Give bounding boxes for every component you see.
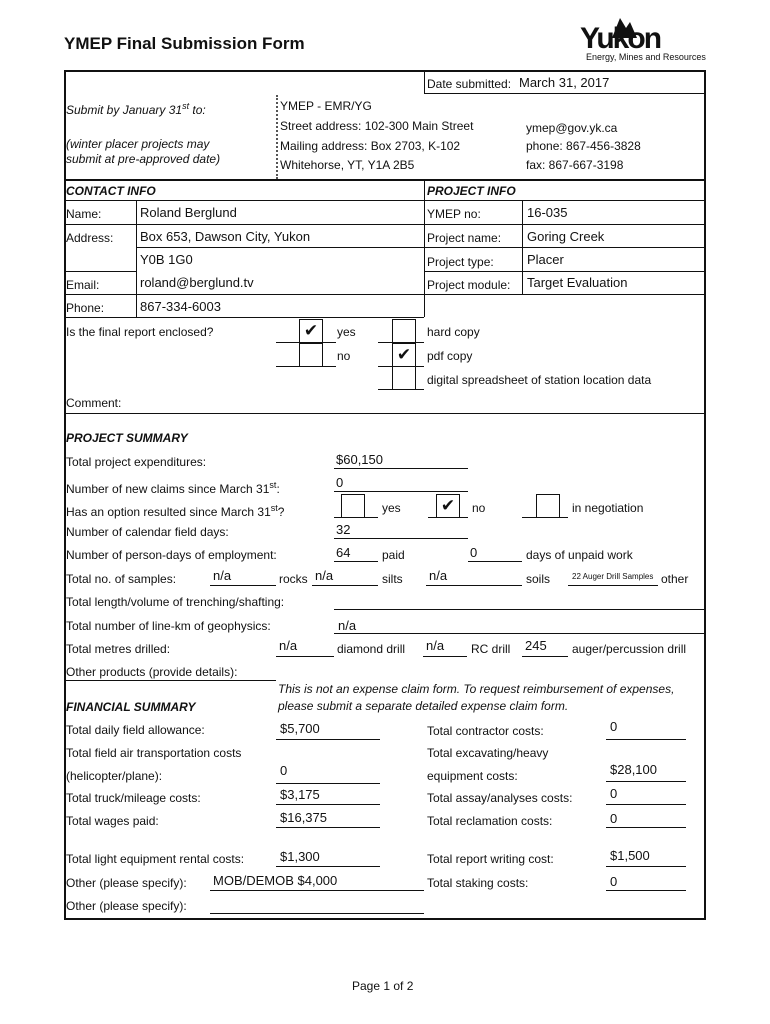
light-label: Total light equipment rental costs: [66, 852, 245, 866]
financial-heading: FINANCIAL SUMMARY [66, 700, 196, 714]
option-negotiation-label: in negotiation [572, 501, 644, 515]
contact-address-2[interactable]: Y0B 1G0 [140, 252, 193, 267]
submit-fax: fax: 867-667-3198 [526, 158, 624, 172]
geophysics-value[interactable]: n/a [338, 618, 357, 633]
project-module-label: Project module: [427, 278, 511, 292]
geophysics-label: Total number of line-km of geophysics: [66, 619, 271, 633]
winter-note-1: (winter placer projects may [66, 137, 210, 151]
submit-phone: phone: 867-456-3828 [526, 139, 641, 153]
wages-label: Total wages paid: [66, 814, 159, 828]
other1-label: Other (please specify): [66, 876, 187, 890]
daily-value[interactable]: $5,700 [280, 721, 320, 736]
other-samples-value[interactable]: 22 Auger Drill Samples [572, 572, 654, 581]
report-yes-checkbox[interactable]: ✔ [299, 319, 323, 343]
staking-label: Total staking costs: [427, 876, 529, 890]
expenditures-value[interactable]: $60,150 [336, 452, 383, 467]
summary-heading: PROJECT SUMMARY [66, 431, 188, 445]
rc-label: RC drill [471, 642, 511, 656]
winter-note-2: submit at pre-approved date) [66, 152, 221, 166]
submit-street: Street address: 102-300 Main Street [280, 119, 474, 133]
assay-value[interactable]: 0 [610, 786, 618, 801]
samples-label: Total no. of samples: [66, 572, 177, 586]
project-module[interactable]: Target Evaluation [527, 275, 628, 290]
claims-value[interactable]: 0 [336, 475, 344, 490]
contractor-label: Total contractor costs: [427, 724, 544, 738]
project-name-label: Project name: [427, 231, 502, 245]
rc-value[interactable]: n/a [426, 638, 445, 653]
trenching-label: Total length/volume of trenching/shafting: [66, 595, 285, 609]
assay-label: Total assay/analyses costs: [427, 791, 573, 805]
contact-phone[interactable]: 867-334-6003 [140, 299, 221, 314]
pdf-copy-label: pdf copy [427, 349, 473, 363]
contact-heading: CONTACT INFO [66, 184, 156, 198]
drilled-label: Total metres drilled: [66, 642, 171, 656]
reclamation-value[interactable]: 0 [610, 811, 618, 826]
contact-phone-label: Phone: [66, 301, 105, 315]
submit-mailing: Mailing address: Box 2703, K-102 [280, 139, 461, 153]
option-yes-label: yes [382, 501, 401, 515]
yukon-logo [580, 12, 710, 62]
contact-name-label: Name: [66, 207, 102, 221]
report-writing-label: Total report writing cost: [427, 852, 554, 866]
silts-value[interactable]: n/a [315, 568, 334, 583]
auger-value[interactable]: 245 [525, 638, 547, 653]
report-no-label: no [337, 349, 351, 363]
project-name[interactable]: Goring Creek [527, 229, 605, 244]
staking-value[interactable]: 0 [610, 874, 618, 889]
field-days-label: Number of calendar field days: [66, 525, 229, 539]
soils-value[interactable]: n/a [429, 568, 448, 583]
excavating-label-2: equipment costs: [427, 769, 518, 783]
page-number: Page 1 of 2 [352, 979, 414, 993]
contractor-value[interactable]: 0 [610, 719, 618, 734]
expense-note-1: This is not an expense claim form. To request reimbursement of expenses, [278, 682, 675, 696]
other-products-label: Other products (provide details): [66, 665, 238, 679]
submit-label: Submit by January 31st to: [66, 101, 206, 117]
submit-email: ymep@gov.yk.ca [526, 121, 618, 135]
option-label: Has an option resulted since March 31st? [66, 503, 285, 519]
light-value[interactable]: $1,300 [280, 849, 320, 864]
field-days-value[interactable]: 32 [336, 522, 351, 537]
paid-label: paid [382, 548, 405, 562]
diamond-value[interactable]: n/a [279, 638, 298, 653]
reclamation-label: Total reclamation costs: [427, 814, 553, 828]
report-question: Is the final report enclosed? [66, 325, 214, 339]
wages-value[interactable]: $16,375 [280, 810, 327, 825]
other2-label: Other (please specify): [66, 899, 187, 913]
contact-email-label: Email: [66, 278, 100, 292]
rocks-value[interactable]: n/a [213, 568, 232, 583]
air-value[interactable]: 0 [280, 763, 288, 778]
spreadsheet-label: digital spreadsheet of station location data [427, 373, 652, 387]
claims-label: Number of new claims since March 31st: [66, 480, 280, 496]
date-label: Date submitted: [427, 77, 512, 91]
daily-label: Total daily field allowance: [66, 723, 205, 737]
contact-address-label: Address: [66, 231, 114, 245]
truck-value[interactable]: $3,175 [280, 787, 320, 802]
person-days-label: Number of person-days of employment: [66, 548, 277, 562]
comment-label: Comment: [66, 396, 122, 410]
hard-copy-label: hard copy [427, 325, 480, 339]
other-samples-label: other [661, 572, 689, 586]
diamond-label: diamond drill [337, 642, 406, 656]
option-yes-checkbox[interactable] [341, 494, 365, 518]
project-heading: PROJECT INFO [427, 184, 516, 198]
silts-label: silts [382, 572, 403, 586]
contact-address-1[interactable]: Box 653, Dawson City, Yukon [140, 229, 311, 244]
report-writing-value[interactable]: $1,500 [610, 848, 650, 863]
contact-email[interactable]: roland@berglund.tv [140, 275, 254, 290]
air-label-2: (helicopter/plane): [66, 769, 163, 783]
option-no-checkbox[interactable]: ✔ [436, 494, 460, 518]
project-type-label: Project type: [427, 255, 494, 269]
auger-label: auger/percussion drill [572, 642, 687, 656]
rocks-label: rocks [279, 572, 308, 586]
option-negotiation-checkbox[interactable] [536, 494, 560, 518]
excavating-label-1: Total excavating/heavy [427, 746, 549, 760]
project-type[interactable]: Placer [527, 252, 564, 267]
report-no-checkbox[interactable] [299, 343, 323, 367]
expense-note-2: please submit a separate detailed expense claim form. [278, 699, 569, 713]
project-no-label: YMEP no: [427, 207, 481, 221]
submit-city: Whitehorse, YT, Y1A 2B5 [280, 158, 415, 172]
report-yes-label: yes [337, 325, 356, 339]
expenditures-label: Total project expenditures: [66, 455, 207, 469]
contact-name[interactable]: Roland Berglund [140, 205, 237, 220]
hard-copy-checkbox[interactable] [392, 319, 416, 343]
air-label-1: Total field air transportation costs [66, 746, 242, 760]
person-days-value[interactable]: 64 [336, 545, 351, 560]
logo-wordmark: Yukon [580, 22, 661, 55]
other1-value[interactable]: MOB/DEMOB $4,000 [213, 873, 338, 888]
unpaid-value[interactable]: 0 [470, 545, 478, 560]
submit-org: YMEP - EMR/YG [280, 99, 372, 113]
truck-label: Total truck/mileage costs: [66, 791, 201, 805]
excavating-value[interactable]: $28,100 [610, 762, 657, 777]
option-no-label: no [472, 501, 486, 515]
date-value[interactable]: March 31, 2017 [519, 75, 610, 90]
unpaid-label: days of unpaid work [526, 548, 633, 562]
pdf-copy-checkbox[interactable]: ✔ [392, 343, 416, 367]
page-title: YMEP Final Submission Form [64, 34, 305, 53]
logo-subtitle: Energy, Mines and Resources [586, 52, 706, 62]
project-no[interactable]: 16-035 [527, 205, 568, 220]
soils-label: soils [526, 572, 551, 586]
spreadsheet-checkbox[interactable] [392, 366, 416, 390]
